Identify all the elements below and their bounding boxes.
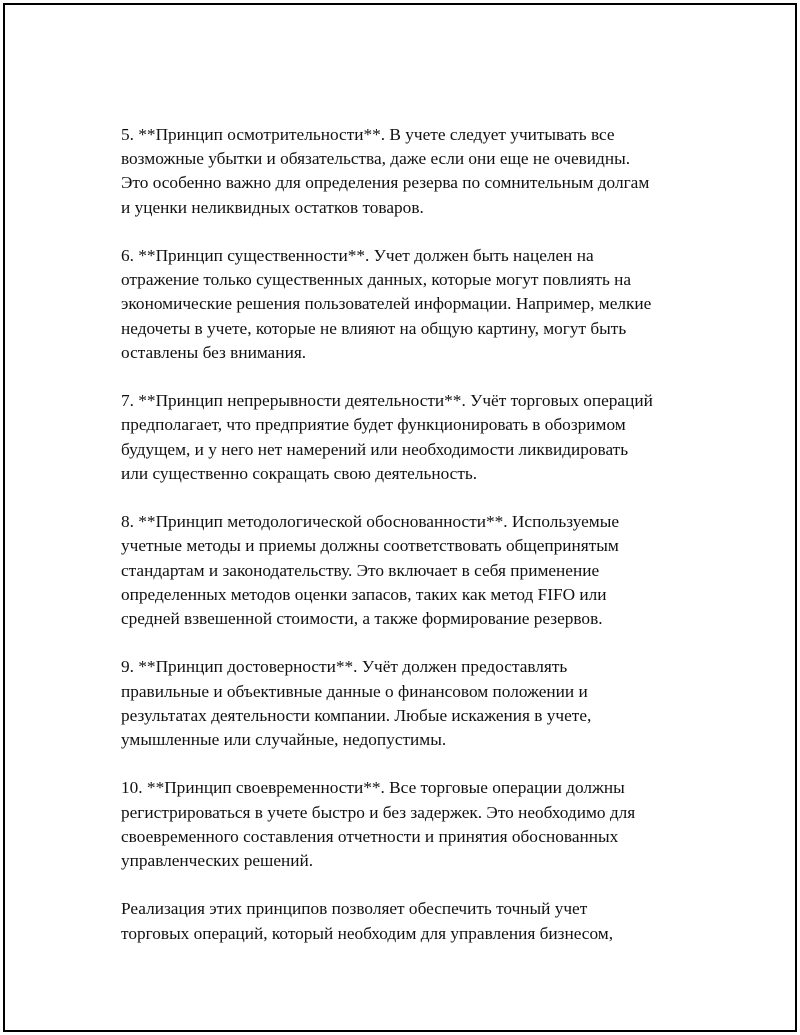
text-line: средней взвешенной стоимости, а также формирование резервов.	[121, 609, 603, 629]
paragraph-principle-8	[121, 510, 711, 631]
paragraph-principle-9	[121, 655, 711, 752]
document-body	[121, 123, 711, 970]
text-line: управленческих решений.	[121, 851, 314, 871]
text-line: предполагает, что предприятие будет функционировать в обозримом	[121, 415, 626, 435]
text-line: учетные методы и приемы должны соответствовать общепринятым	[121, 536, 619, 556]
text-line: определенных методов оценки запасов, таких как метод FIFO или	[121, 584, 607, 604]
text-line: и уценки неликвидных остатков товаров.	[121, 197, 424, 217]
text-line: будущем, и у него нет намерений или необходимости ликвидировать	[121, 439, 629, 459]
text-line: или существенно сокращать свою деятельность.	[121, 463, 478, 483]
page-frame	[3, 3, 797, 1032]
paragraph-principle-5	[121, 123, 711, 220]
paragraph-principle-6	[121, 244, 711, 365]
text-line: своевременного составления отчетности и принятия обоснованных	[121, 826, 619, 846]
paragraph-conclusion	[121, 897, 711, 945]
text-line: правильные и объективные данные о финансовом положении и	[121, 681, 588, 701]
text-line: 5. **Принцип осмотрительности**. В учете следует учитывать все	[121, 125, 615, 144]
text-line: экономические решения пользователей информации. Например, мелкие	[121, 294, 652, 314]
text-line: торговых операций, который необходим для управления бизнесом,	[121, 923, 614, 943]
text-line: 7. **Принцип непрерывности деятельности**. Учёт торговых операций	[121, 391, 653, 411]
text-line: регистрироваться в учете быстро и без задержек. Это необходимо для	[121, 802, 636, 822]
text-line: оставлены без внимания.	[121, 342, 307, 362]
text-line: 6. **Принцип существенности**. Учет должен быть нацелен на	[121, 246, 594, 265]
text-line: 10. **Принцип своевременности**. Все торговые операции должны	[121, 778, 625, 798]
text-line: недочеты в учете, которые не влияют на общую картину, могут быть	[121, 318, 627, 338]
paragraph-principle-10	[121, 776, 711, 873]
text-line: отражение только существенных данных, которые могут повлиять на	[121, 270, 632, 290]
text-line: возможные убытки и обязательства, даже если они еще не очевидны.	[121, 149, 631, 169]
text-line: 8. **Принцип методологической обоснованности**. Используемые	[121, 512, 620, 532]
text-line: умышленные или случайные, недопустимы.	[121, 730, 447, 750]
text-line: стандартам и законодательству. Это включает в себя применение	[121, 560, 600, 580]
text-line: результатах деятельности компании. Любые искажения в учете,	[121, 705, 592, 725]
text-line: Реализация этих принципов позволяет обеспечить точный учет	[121, 899, 588, 919]
text-line: 9. **Принцип достоверности**. Учёт должен предоставлять	[121, 657, 568, 677]
paragraph-principle-7	[121, 389, 711, 486]
text-line: Это особенно важно для определения резерва по сомнительным долгам	[121, 173, 650, 193]
